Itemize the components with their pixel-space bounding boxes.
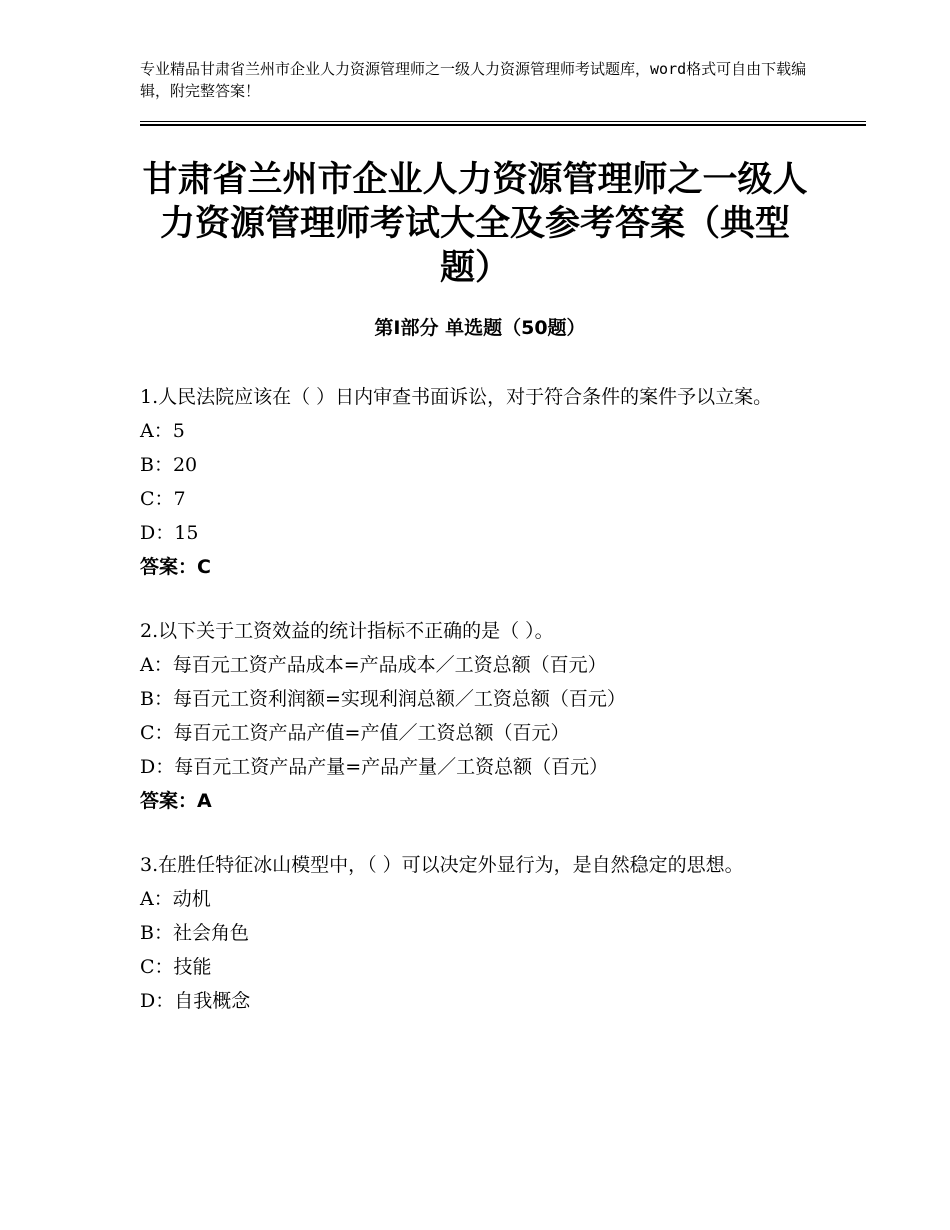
question-2 bbox=[140, 614, 815, 818]
question-list bbox=[140, 380, 815, 1048]
answer: 答案：C bbox=[140, 556, 211, 578]
header-rule-thick bbox=[140, 124, 866, 126]
option-b: B：每百元工资利润额=实现利润总额／工资总额（百元） bbox=[140, 688, 626, 710]
question-stem: 1.人民法院应该在（ ）日内审查书面诉讼，对于符合条件的案件予以立案。 bbox=[140, 386, 773, 408]
title-line-2: 力资源管理师考试大全及参考答案（典型 bbox=[159, 204, 790, 244]
header-rule-thin bbox=[140, 121, 866, 122]
question-1 bbox=[140, 380, 815, 584]
document-header: 专业精品甘肃省兰州市企业人力资源管理师之一级人力资源管理师考试题库，word格式可自由下载编辑，附完整答案！ bbox=[140, 60, 807, 100]
option-c: C：技能 bbox=[140, 956, 212, 978]
title-line-3: 题） bbox=[439, 248, 510, 288]
document-title bbox=[120, 158, 830, 290]
option-d: D：每百元工资产品产量=产品产量／工资总额（百元） bbox=[140, 756, 609, 778]
option-b: B：20 bbox=[140, 454, 198, 476]
option-d: D：15 bbox=[140, 522, 199, 544]
question-stem: 3.在胜任特征冰山模型中，（ ）可以决定外显行为，是自然稳定的思想。 bbox=[140, 854, 744, 876]
answer: 答案：A bbox=[140, 790, 212, 812]
option-c: C：每百元工资产品产值=产值／工资总额（百元） bbox=[140, 722, 570, 744]
option-a: A：动机 bbox=[140, 888, 211, 910]
option-a: A：5 bbox=[140, 420, 185, 442]
option-d: D：自我概念 bbox=[140, 990, 251, 1012]
option-b: B：社会角色 bbox=[140, 922, 249, 944]
title-line-1: 甘肃省兰州市企业人力资源管理师之一级人 bbox=[142, 160, 808, 200]
option-a: A：每百元工资产品成本=产品成本／工资总额（百元） bbox=[140, 654, 607, 676]
question-3 bbox=[140, 848, 815, 1018]
option-c: C：7 bbox=[140, 488, 186, 510]
question-stem: 2.以下关于工资效益的统计指标不正确的是（ ）。 bbox=[140, 620, 554, 642]
section-heading: 第Ⅰ部分 单选题（50题） bbox=[374, 317, 586, 339]
